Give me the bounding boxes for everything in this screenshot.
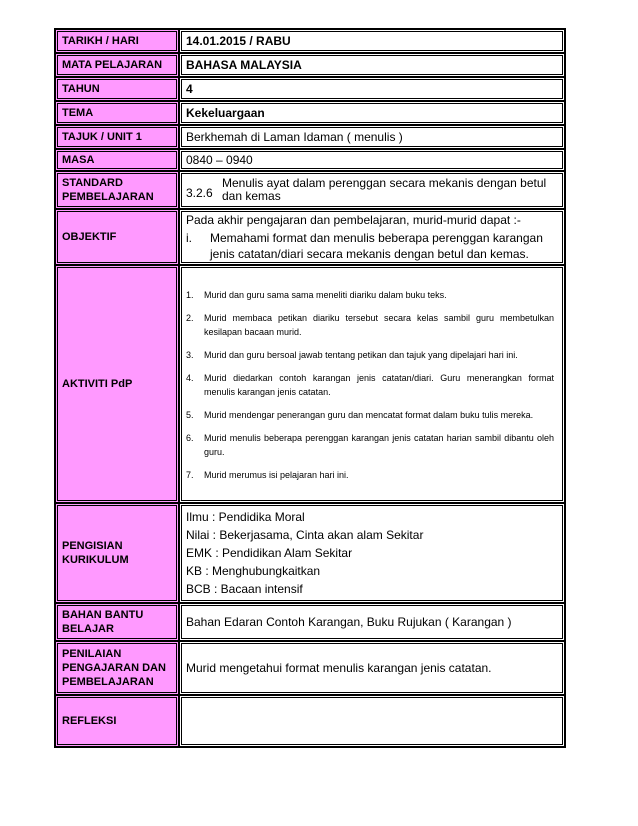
label-tahun: TAHUN: [55, 77, 179, 101]
row-tajuk: [55, 125, 565, 149]
standard-text: Menulis ayat dalam perenggan secara mekanis dengan betul dan kemas: [222, 176, 547, 203]
pengisian-list: [186, 504, 558, 602]
aktiviti-text: Murid dan guru bersoal jawab tentang petikan dan tajuk yang dipelajari hari ini.: [204, 350, 518, 360]
label-bahan-line2: BELAJAR: [62, 623, 114, 635]
aktiviti-num: 5.: [186, 410, 194, 420]
row-objektif: [55, 209, 565, 265]
label-tema: TEMA: [55, 101, 179, 125]
aktiviti-item: [186, 311, 554, 339]
label-refleksi: REFLEKSI: [55, 695, 179, 747]
row-refleksi: [55, 695, 565, 747]
label-bahan-line1: BAHAN BANTU: [62, 609, 144, 621]
aktiviti-num: 4.: [186, 373, 194, 383]
aktiviti-text: Murid merumus isi pelajaran hari ini.: [204, 470, 349, 480]
value-tarikh: 14.01.2015 / RABU: [179, 29, 565, 53]
aktiviti-list: [186, 280, 558, 488]
value-tahun: 4: [179, 77, 565, 101]
row-masa: [55, 149, 565, 171]
aktiviti-text: Murid dan guru sama sama meneliti diariku dalam buku teks.: [204, 290, 447, 300]
pengisian-item: KB : Menghubungkaitkan: [186, 564, 321, 578]
label-pengisian-line2: KURIKULUM: [62, 554, 129, 566]
aktiviti-text: Murid mendengar penerangan guru dan mencatat format dalam buku tulis mereka.: [204, 410, 534, 420]
row-aktiviti: [55, 265, 565, 503]
aktiviti-item: [186, 288, 554, 302]
value-mata-pelajaran: BAHASA MALAYSIA: [179, 53, 565, 77]
aktiviti-item: [186, 408, 554, 422]
label-aktiviti: AKTIVITI PdP: [55, 265, 179, 503]
value-standard: [179, 171, 565, 209]
value-pengisian: [179, 503, 565, 603]
pengisian-item: EMK : Pendidikan Alam Sekitar: [186, 546, 353, 560]
objektif-list: [186, 230, 558, 262]
lesson-plan-table: [54, 28, 566, 748]
objektif-intro: Pada akhir pengajaran dan pembelajaran, murid-murid dapat :-: [186, 213, 521, 227]
label-penilaian: [55, 641, 179, 695]
row-tarikh: [55, 29, 565, 53]
pengisian-item: BCB : Bacaan intensif: [186, 582, 303, 596]
aktiviti-item: [186, 371, 554, 399]
label-penilaian-line2: PENGAJARAN DAN: [62, 662, 166, 674]
label-mata-pelajaran: MATA PELAJARAN: [55, 53, 179, 77]
aktiviti-item: [186, 468, 554, 482]
label-standard-line1: STANDARD: [62, 177, 123, 189]
label-standard: [55, 171, 179, 209]
standard-code: 3.2.6: [186, 186, 213, 200]
pengisian-item: Ilmu : Pendidika Moral: [186, 510, 305, 524]
label-standard-line2: PEMBELAJARAN: [62, 191, 154, 203]
label-tajuk: TAJUK / UNIT 1: [55, 125, 179, 149]
label-pengisian: [55, 503, 179, 603]
aktiviti-num: 6.: [186, 433, 194, 443]
label-masa: MASA: [55, 149, 179, 171]
row-tahun: [55, 77, 565, 101]
aktiviti-item: [186, 431, 554, 459]
label-bahan: [55, 603, 179, 641]
aktiviti-text: Murid membaca petikan diariku tersebut secara kelas sambil guru membetulkan kesilapan bacaan murid.: [204, 313, 554, 337]
label-penilaian-line3: PEMBELAJARAN: [62, 676, 154, 688]
value-tajuk: Berkhemah di Laman Idaman ( menulis ): [179, 125, 565, 149]
value-aktiviti: [179, 265, 565, 503]
aktiviti-num: 2.: [186, 313, 194, 323]
aktiviti-num: 3.: [186, 350, 194, 360]
value-objektif: [179, 209, 565, 265]
pengisian-item: Nilai : Bekerjasama, Cinta akan alam Sekitar: [186, 528, 424, 542]
row-mata-pelajaran: [55, 53, 565, 77]
aktiviti-text: Murid menulis beberapa perenggan karangan jenis catatan harian sambil dibantu oleh guru.: [204, 433, 554, 457]
row-tema: [55, 101, 565, 125]
label-penilaian-line1: PENILAIAN: [62, 648, 122, 660]
objektif-item-text: Memahami format dan menulis beberapa perenggan karangan jenis catatan/diari secara mekanis dengan betul dan kemas.: [210, 231, 543, 261]
objektif-item-num: i.: [186, 231, 192, 245]
aktiviti-num: 7.: [186, 470, 194, 480]
row-standard: [55, 171, 565, 209]
aktiviti-text: Murid diedarkan contoh karangan jenis catatan/diari. Guru menerangkan format menulis karangan jenis catatan.: [204, 373, 554, 397]
row-bahan: [55, 603, 565, 641]
value-penilaian: Murid mengetahui format menulis karangan jenis catatan.: [179, 641, 565, 695]
aktiviti-num: 1.: [186, 290, 194, 300]
row-pengisian: [55, 503, 565, 603]
value-tema: Kekeluargaan: [179, 101, 565, 125]
label-objektif: OBJEKTIF: [55, 209, 179, 265]
row-penilaian: [55, 641, 565, 695]
aktiviti-item: [186, 348, 554, 362]
value-bahan: Bahan Edaran Contoh Karangan, Buku Rujukan ( Karangan ): [179, 603, 565, 641]
label-tarikh: TARIKH / HARI: [55, 29, 179, 53]
value-refleksi: [179, 695, 565, 747]
value-masa: 0840 – 0940: [179, 149, 565, 171]
label-pengisian-line1: PENGISIAN: [62, 540, 123, 552]
objektif-item: [186, 230, 558, 262]
